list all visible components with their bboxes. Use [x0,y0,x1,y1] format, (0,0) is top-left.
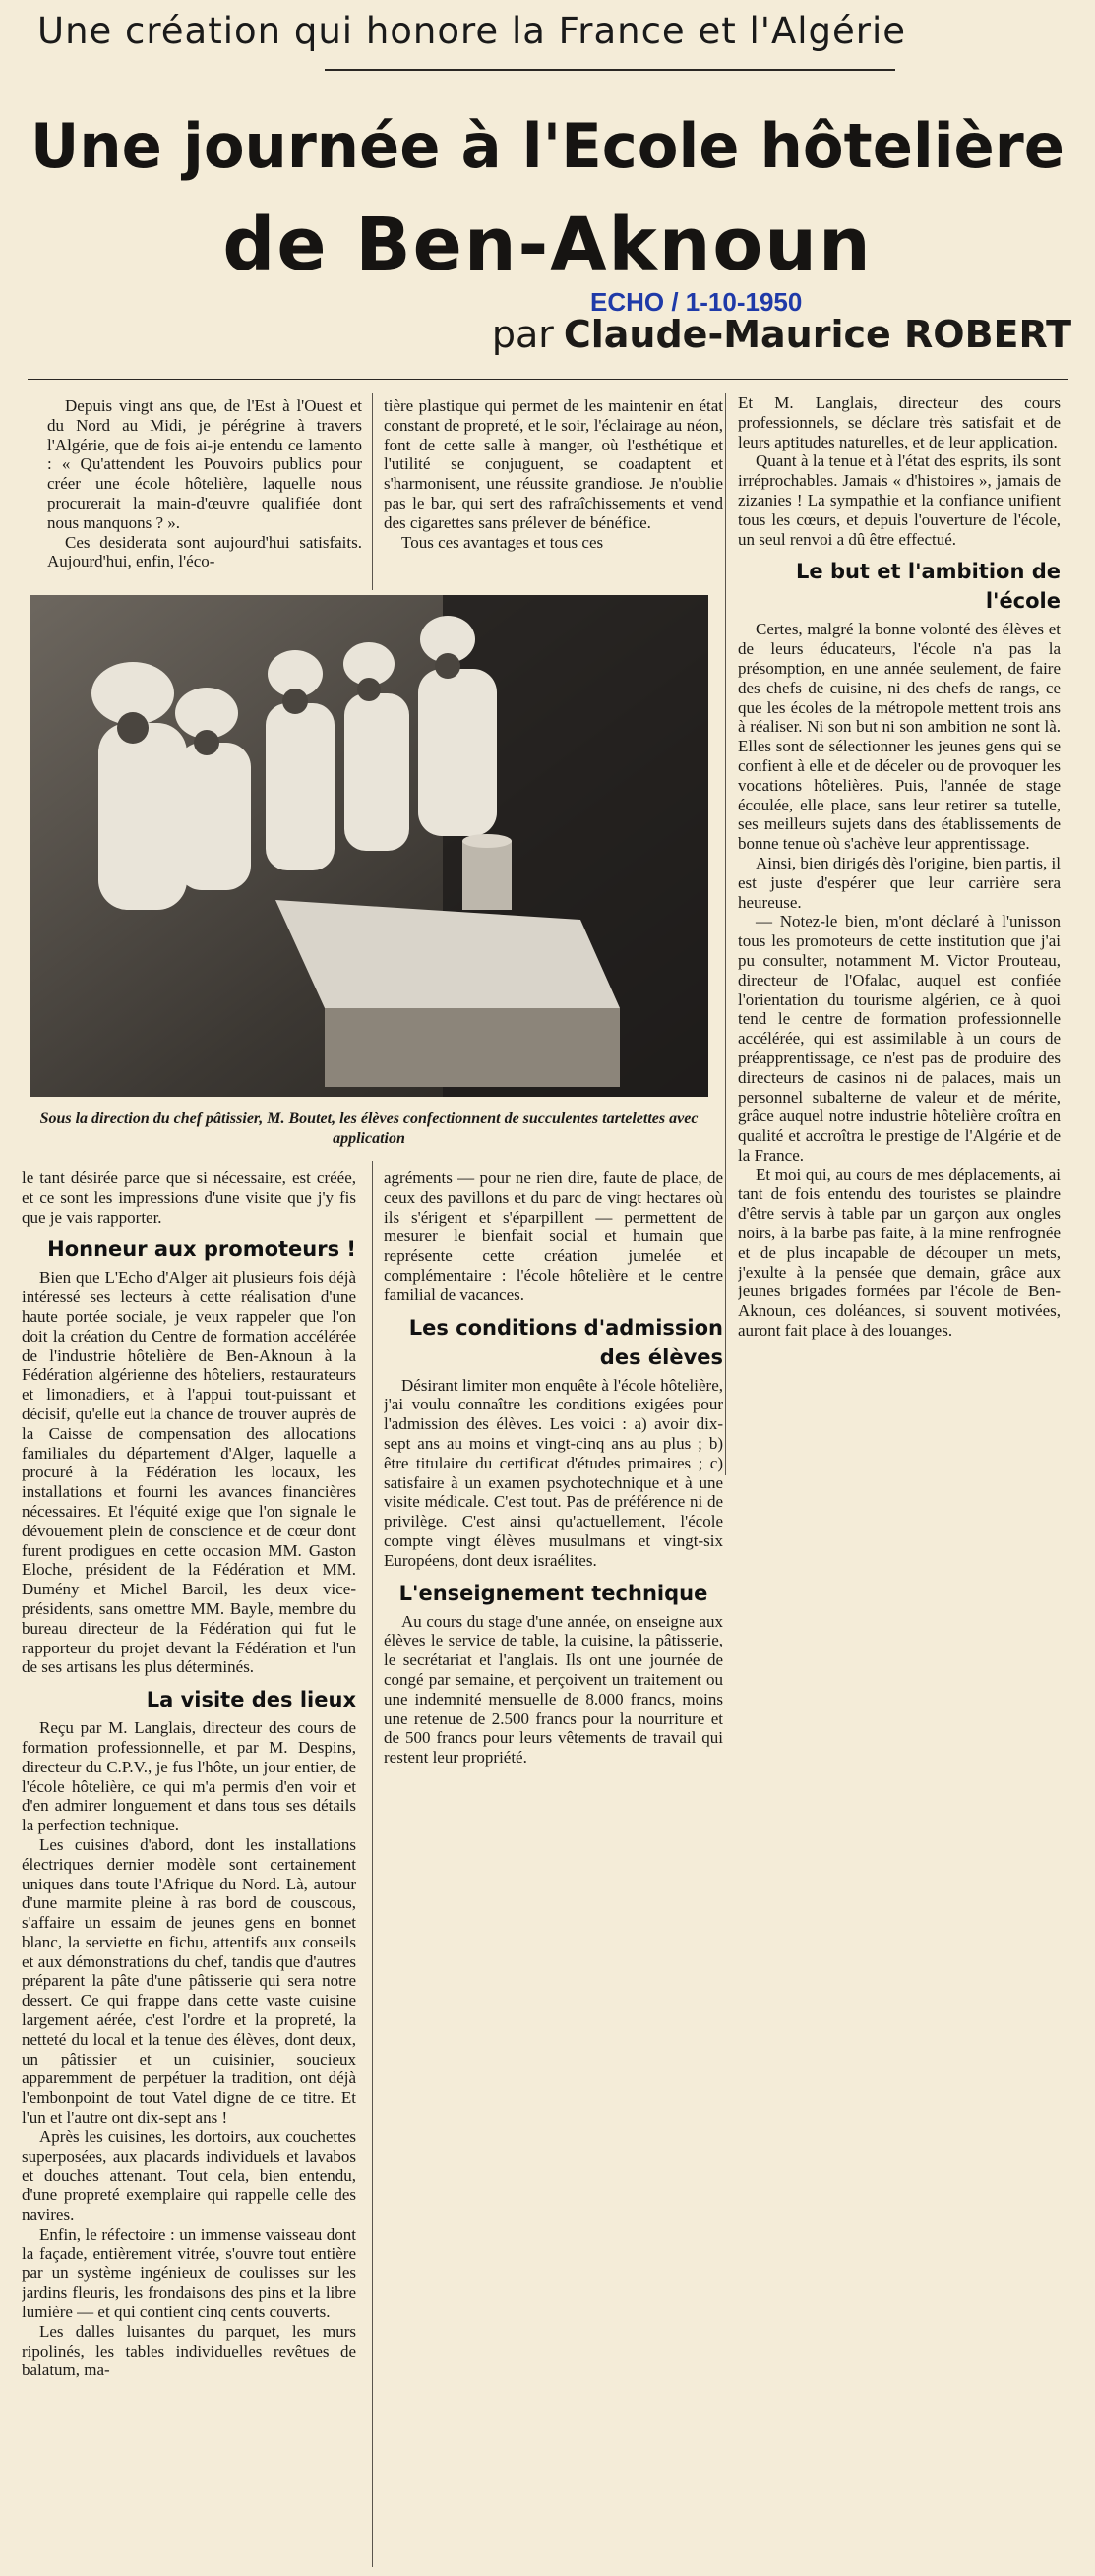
paragraph: Et M. Langlais, directeur des cours professionnels, se déclare très satisfait et de leurs aptitudes naturelles, et de leur application. [738,393,1061,451]
paragraph: Enfin, le réfectoire : un immense vaisseau dont la façade, entièrement vitrée, s'ouvre tout entière par un système ingénieux de coulisses sur les jardins fleuris, les frondaisons des pins et la libre lumière — et qui contient cinq cents couverts. [22,2224,356,2322]
paragraph: Et moi qui, au cours de mes déplacements, ai tant de fois entendu des touristes se plaindre d'être servis à table par un garçon aux ongles noirs, à la barbe pas faite, à la mine renfrognée et de plus incapable de découper un mets, j'exulte à la pensée que demain, grâce aux jeunes brigades formées par l'école de Ben-Aknoun, ces doléances, si souvent motivées, auront fait place à des louanges. [738,1165,1061,1341]
paragraph: Après les cuisines, les dortoirs, aux couchettes superposées, aux placards individuels et lavabos et douches attenant. Tout cela, bien entendu, d'une propreté exemplaire qui rappelle celle des navires. [22,2127,356,2225]
column-1-bottom [22,1168,356,2570]
headline-line-1: Une journée à l'Ecole hôtelière [30,110,1065,182]
headline-line-2: de Ben-Aknoun [222,203,873,287]
paragraph: Au cours du stage d'une année, on enseigne aux élèves le service de table, la cuisine, la pâtisserie, le secrétariat et l'anglais. Ils ont une journée de congé par semaine, et perçoivent un traitement ou une indemnité mensuelle de 8.000 francs, moins une retenue de 2.500 francs pour la nourriture et de 500 francs pour leurs vêtements de travail qui restent leur propriété. [384,1611,723,1767]
header-rule [28,379,1068,380]
photo-caption: Sous la direction du chef pâtissier, M. Boutet, les élèves confectionnent de succulentes tartelettes avec application [39,1110,699,1147]
kicker: Une création qui honore la France et l'Algérie [37,10,907,52]
paragraph: Ces desiderata sont aujourd'hui satisfaits. Aujourd'hui, enfin, l'éco- [47,532,362,571]
byline-par: par [491,313,554,356]
paragraph: Reçu par M. Langlais, directeur des cours de formation professionnelle, et par M. Despins, directeur du C.P.V., je fus l'hôte, un jour entier, de l'école hôtelière, ce qui m'a permis d'en voir et d'en admirer longuement et dans tous ses détails la perfection technique. [22,1718,356,1835]
column-1-top [47,396,362,591]
paragraph: agréments — pour ne rien dire, faute de place, de ceux des pavillons et du parc de vingt hectares où ils s'érigent et s'éparpillent — permettent de mesurer le bienfait social et humain que représente cette création jumelée et complémentaire : l'école hôtelière et le centre familial de vacances. [384,1168,723,1304]
paragraph: Quant à la tenue et à l'état des esprits, ils sont irréprochables. Jamais « d'histoires », jamais de zizanies ! La sympathie et la confiance unifient tous les cœurs, et depuis l'ouverture de l'école, un seul renvoi a dû être effectué. [738,451,1061,549]
paragraph: — Notez-le bien, m'ont déclaré à l'unisson tous les promoteurs de cette institution que j'ai pu consulter, notamment M. Victor Prouteau, directeur de l'Ofalac, auquel est confiée l'orientation du tourisme algérien, ce à quoi tend le centre de formation professionnelle accélérée, qui est assimilable à un cours de préapprentissage, ce n'est pas de produire des directeurs de casinos ni de palaces, mais un personnel subalterne de valeur et de mérite, grâce auquel notre industrie hôtelière croîtra en qualité et accroîtra le prestige de l'Algérie et de la France. [738,912,1061,1165]
subheading-but-ambition: Le but et l'ambition de l'école [796,560,1061,614]
byline-author: Claude-Maurice ROBERT [563,313,1071,356]
column-separator [725,393,726,1475]
subheading-honneur: Honneur aux promoteurs ! [47,1237,356,1262]
paragraph: Les dalles luisantes du parquet, les murs ripolinés, les tables individuelles revêtues de balatum, ma- [22,2321,356,2380]
photo-image [30,595,708,1097]
paragraph: le tant désirée parce que si nécessaire, est créée, et ce sont les impressions d'une visite que j'y fis que je vais rapporter. [22,1168,356,1227]
column-separator [372,1161,373,2567]
paragraph: Bien que L'Echo d'Alger ait plusieurs fois déjà intéressé ses lecteurs à cette réalisation d'une haute portée sociale, je veux rappeler que l'on doit la création du Centre de formation accélérée de l'industrie hôtelière de Ben-Aknoun à la Fédération algérienne des hôteliers, restaurateurs et limonadiers, et à l'appui tout-puissant et décisif, qu'elle eut la chance de trouver auprès de la Caisse de compensation des allocations familiales du département d'Alger, laquelle a procuré à la Fédération les locaux, les installations et fourni les avances financières nécessaires. Et l'équité exige que l'on signale le dévouement plein de conscience et de cœur dont furent prodigues en cette occasion MM. Gaston Eloche, président de la Fédération et MM. Dumény et Michel Baroil, les deux vice-présidents, sans omettre MM. Bayle, membre du bureau directeur de la Fédération qui fut le rapporteur du projet devant la Fédération et l'un de ses artisans les plus déterminés. [22,1268,356,1677]
date-stamp: ECHO / 1-10-1950 [590,287,803,317]
paragraph: Désirant limiter mon enquête à l'école hôtelière, j'ai voulu connaître les conditions exigées pour l'admission des élèves. Les voici : a) avoir dix-sept ans au moins et vingt-cinq ans au plus ; b) être titulaire du certificat d'études primaires ; c) satisfaire à un examen psychotechnique et à une visite médicale. C'est tout. Pas de préférence ni de privilège. C'est ainsi qu'actuellement, l'école compte vingt élèves musulmans et vingt-six Européens, dont deux israélites. [384,1375,723,1570]
paragraph: tière plastique qui permet de les maintenir en état constant de propreté, et le soir, l'éclairage au néon, font de cette salle à manger, où l'esthétique et l'utilité se conjuguent, se coadaptent et s'harmonisent, une réussite grandiose. Je n'oublie pas le bar, qui sert des rafraîchissements et vend des cigarettes sans prélever de bénéfice. [384,396,723,532]
paragraph: Certes, malgré la bonne volonté des élèves et de leurs éducateurs, l'école n'a pas la présomption, en une année seulement, de faire des chefs de cuisine, ni des chefs de rangs, ce que les écoles de la métropole mettent trois ans à réaliser. Ni son but ni son ambition ne sont là. Elles sont de sélectionner les jeunes gens qui se confient à elle et de déceler ou de provoquer les vocations hôtelières. Puis, l'année de stage écoulée, elle place, sans leur retirer sa tutelle, ses meilleurs sujets dans des établissements de bonne tenue où s'achève leur apprentissage. [738,620,1061,854]
column-3 [738,393,1061,1480]
paragraph: Tous ces avantages et tous ces [401,532,604,552]
paragraph: Depuis vingt ans que, de l'Est à l'Ouest et du Nord au Midi, je pérégrine à travers l'Algérie, que de fois ai-je entendu ce lamento : « Qu'attendent les Pouvoirs publics pour créer une école hôtelière, laquelle nous procurerait la main-d'œuvre qualifiée dont nous manquons ? ». [47,396,362,532]
kitchen-photo [30,595,708,1097]
subheading-visite: La visite des lieux [146,1688,356,1712]
column-2-bottom [384,1168,723,1857]
subheading-conditions: Les conditions d'admission des élèves [408,1315,723,1369]
paragraph: Les cuisines d'abord, dont les installations électriques dernier modèle sont certainement uniques dans toute l'Afrique du Nord. Là, autour d'une marmite pleine à ras bord de couscous, s'affaire un essaim de jeunes gens en bonnet blanc, la serviette en fichu, attentifs aux conseils et aux démonstrations du chef, tandis que d'autres préparent la pâte d'une pâtisserie qui sera notre dessert. Ce qui frappe dans cette vaste cuisine largement aérée, c'est l'ordre et la propreté, la netteté du local et la tenue des élèves, dont deux, un pâtissier et un cuisinier, soucieux apparemment de perpétuer la tradition, ont déjà l'embonpoint de tout Vatel digne de ce titre. Et l'un et l'autre ont dix-sept ans ! [22,1834,356,2127]
kicker-rule [325,69,895,71]
paragraph: Ainsi, bien dirigés dès l'origine, bien partis, il est juste d'espérer que leur carrière sera heureuse. [738,853,1061,912]
column-2-top [384,396,723,591]
column-separator [372,393,373,590]
byline [492,313,1071,356]
subheading-enseignement: L'enseignement technique [398,1581,708,1605]
